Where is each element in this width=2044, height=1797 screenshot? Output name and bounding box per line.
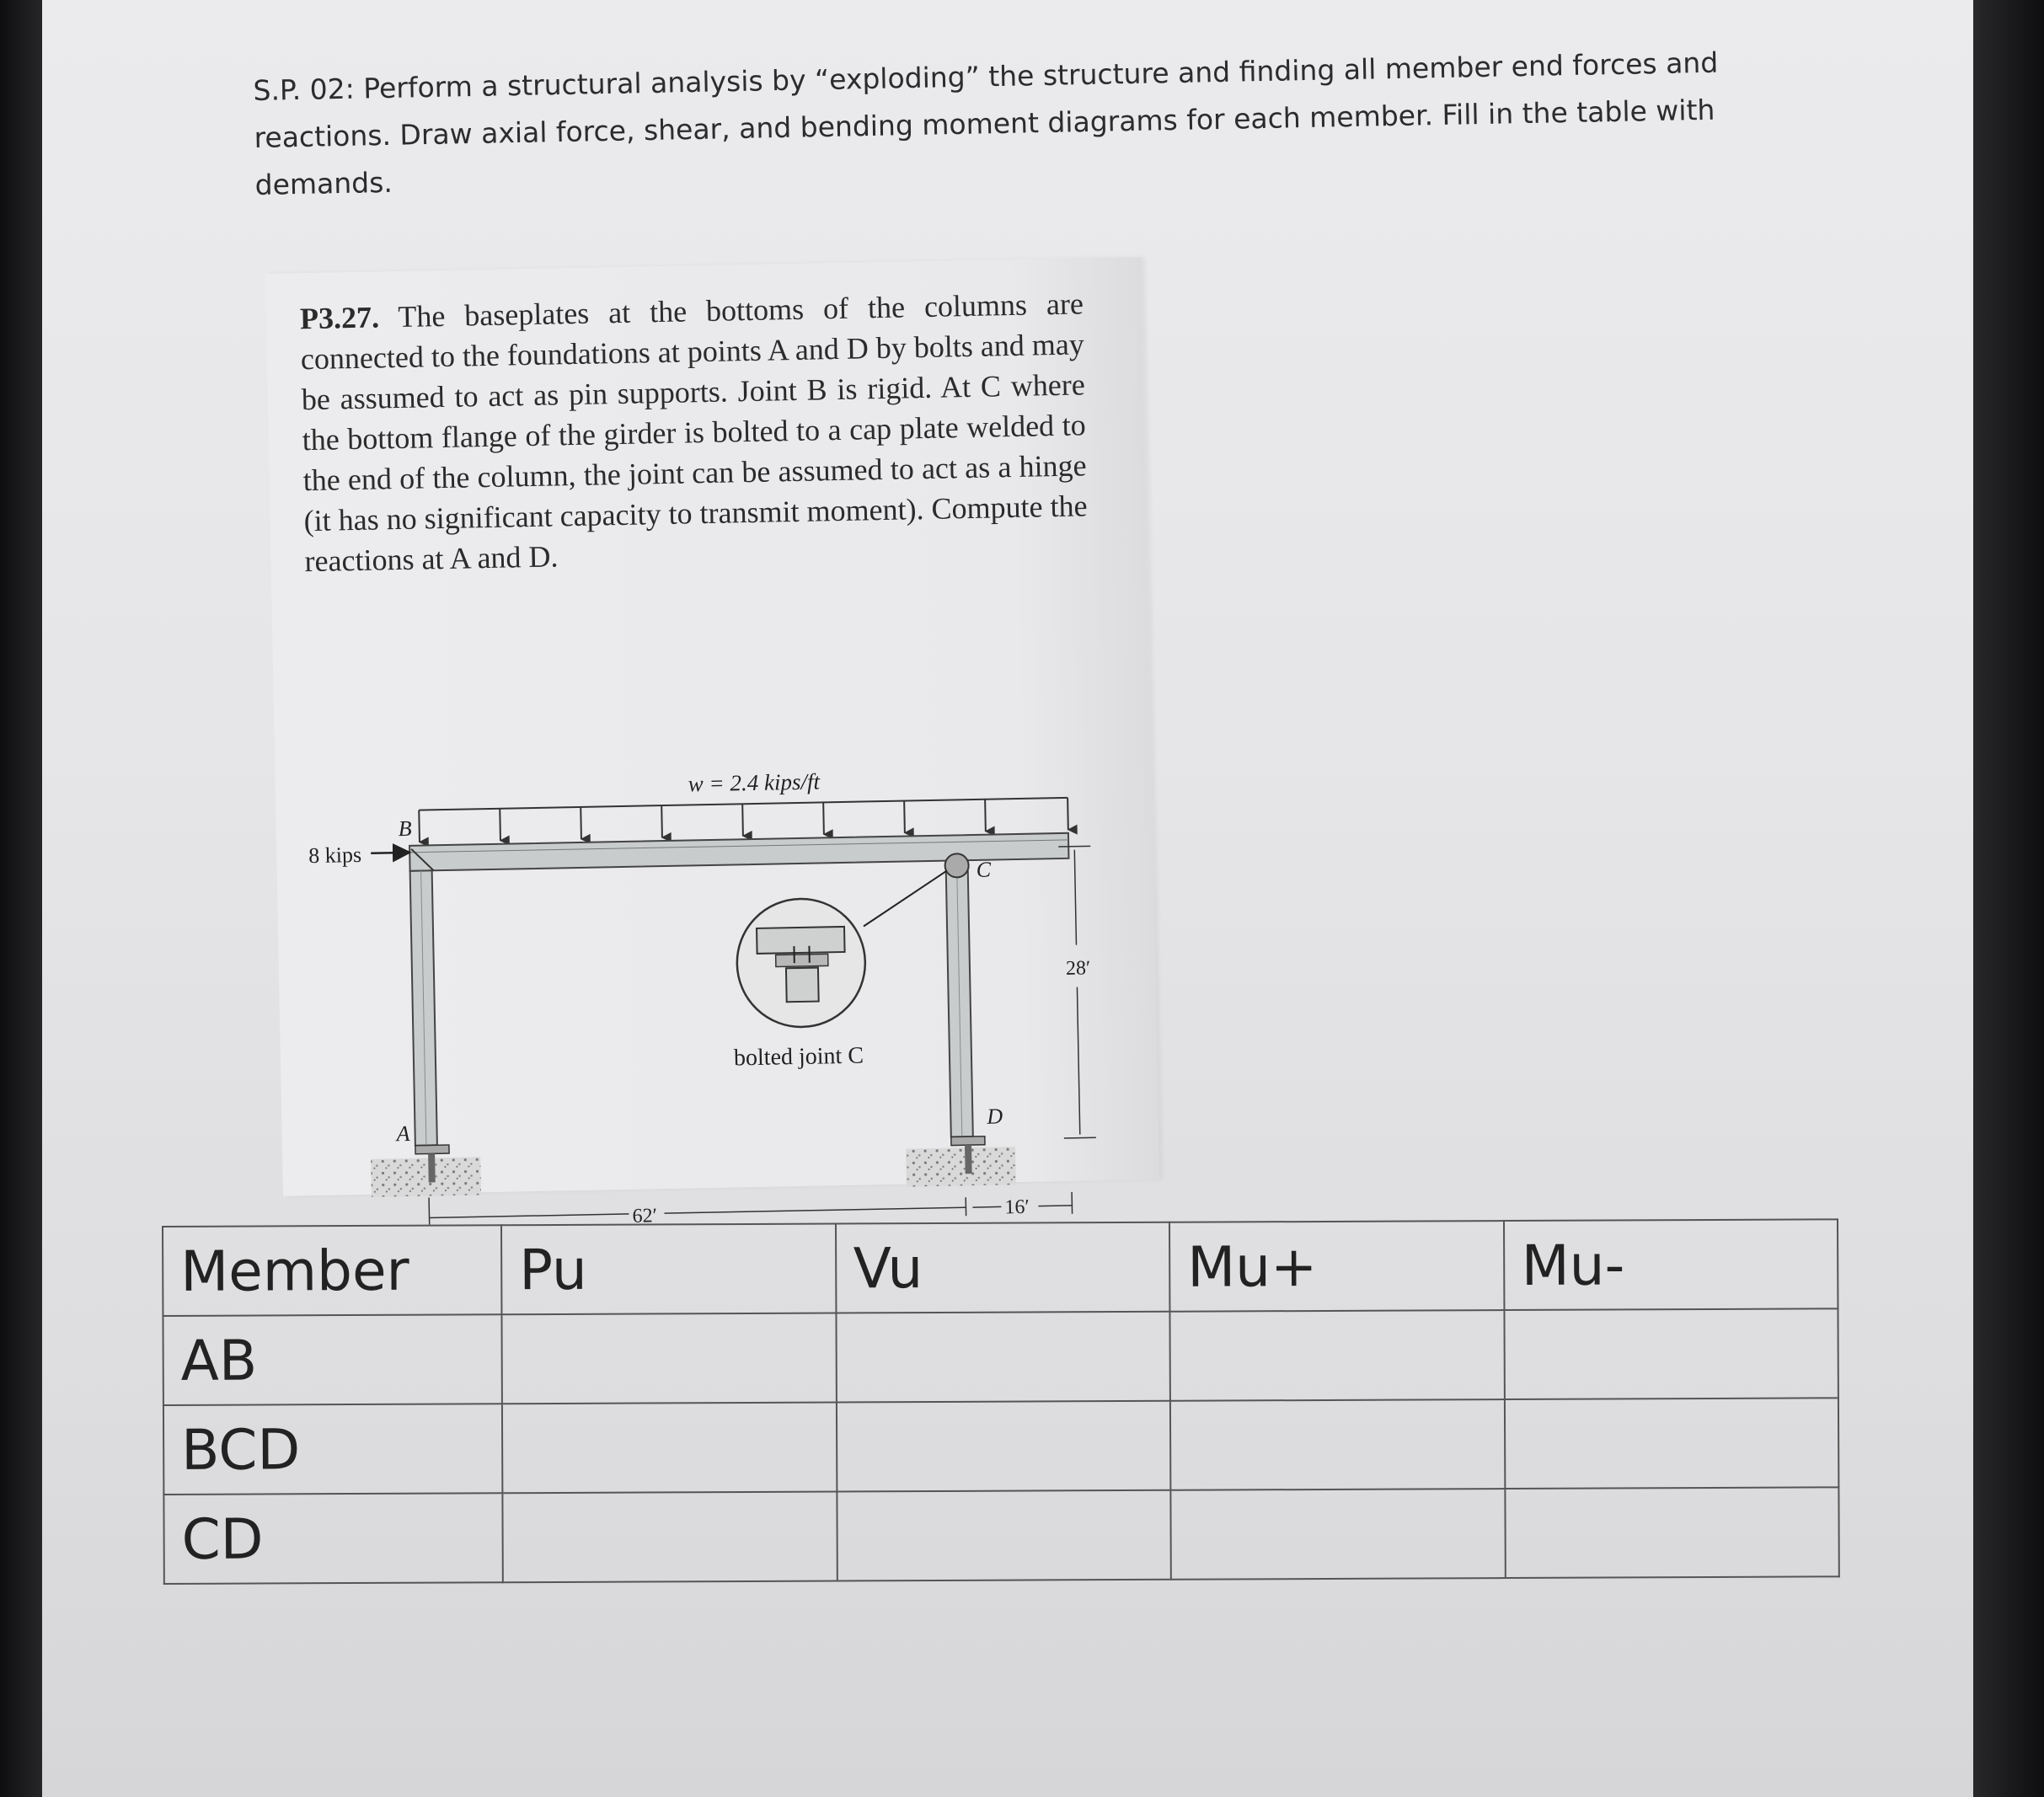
document-page	[42, 0, 1973, 1797]
span-dimension-label: 62′	[632, 1205, 658, 1227]
assignment-prompt: S.P. 02: Perform a structural analysis by “exploding” the structure and finding all member end forces and reactions. Draw axial force, shear, and bending moment diagrams for each member. Fill in the table with demands.	[253, 45, 1719, 201]
mu-negative-cell[interactable]	[1504, 1308, 1838, 1399]
anchor-bolt-d	[965, 1145, 972, 1174]
pu-cell[interactable]	[502, 1492, 837, 1583]
header-mu-positive: Mu+	[1169, 1221, 1504, 1312]
table-header-row	[163, 1219, 1838, 1316]
member-demand-table	[162, 1218, 1840, 1585]
joint-b-label: B	[398, 816, 412, 842]
overhang-dimension-label: 16′	[1004, 1195, 1030, 1219]
joint-c-label: C	[976, 857, 992, 882]
mu-positive-cell[interactable]	[1169, 1310, 1504, 1401]
mu-negative-cell[interactable]	[1504, 1398, 1838, 1489]
support-a-label: A	[396, 1120, 410, 1147]
problem-statement	[300, 283, 1089, 581]
girder	[409, 833, 1068, 871]
baseplate-a	[415, 1145, 449, 1154]
header-mu-negative: Mu-	[1503, 1219, 1838, 1310]
mu-negative-cell[interactable]	[1505, 1487, 1839, 1578]
pu-cell[interactable]	[502, 1403, 837, 1494]
vu-cell[interactable]	[836, 1401, 1170, 1492]
baseplate-d	[951, 1136, 985, 1146]
member-cell: BCD	[163, 1404, 502, 1495]
vu-cell[interactable]	[837, 1490, 1171, 1581]
bolted-joint-detail	[736, 897, 866, 1028]
table-row	[163, 1308, 1838, 1405]
frame-diagram	[265, 695, 1151, 1227]
height-dimension	[1058, 846, 1096, 1138]
support-d-label: D	[987, 1104, 1003, 1129]
detail-caption: bolted joint C	[733, 1042, 864, 1072]
vu-cell[interactable]	[836, 1312, 1170, 1403]
screen-bezel-right	[1967, 0, 2044, 1797]
table-row	[163, 1398, 1838, 1495]
mu-positive-cell[interactable]	[1170, 1489, 1505, 1580]
foundation-a	[371, 1157, 481, 1196]
problem-number: P3.27.	[299, 300, 380, 336]
detail-leader-line	[863, 871, 948, 927]
header-vu: Vu	[835, 1222, 1169, 1313]
textbook-problem-excerpt	[265, 257, 1159, 1227]
load-label: w = 2.4 kips/ft	[688, 768, 821, 797]
pu-cell[interactable]	[501, 1313, 836, 1404]
table-row	[163, 1487, 1838, 1584]
mu-positive-cell[interactable]	[1170, 1399, 1505, 1490]
member-cell: AB	[163, 1314, 501, 1405]
foundation-d	[906, 1147, 1016, 1186]
hinge-c	[944, 853, 969, 878]
header-pu: Pu	[501, 1224, 836, 1315]
anchor-bolt-a	[428, 1153, 436, 1182]
header-member: Member	[163, 1225, 501, 1316]
span-dimension	[429, 1185, 1073, 1227]
problem-body: The baseplates at the bottoms of the columns are connected to the foundations at points A and D by bolts and may be assumed to act as pin supports. Joint B is rigid. At C where the bottom flange of the girder is bolted to a cap plate welded to the end of the column, the joint can be assumed to act as a hinge (it has no significant capacity to transmit moment). Compute the reactions at A and D.	[300, 286, 1088, 579]
member-cell: CD	[163, 1493, 502, 1584]
lateral-load-label: 8 kips	[308, 842, 362, 869]
height-dimension-label: 28′	[1065, 957, 1091, 980]
